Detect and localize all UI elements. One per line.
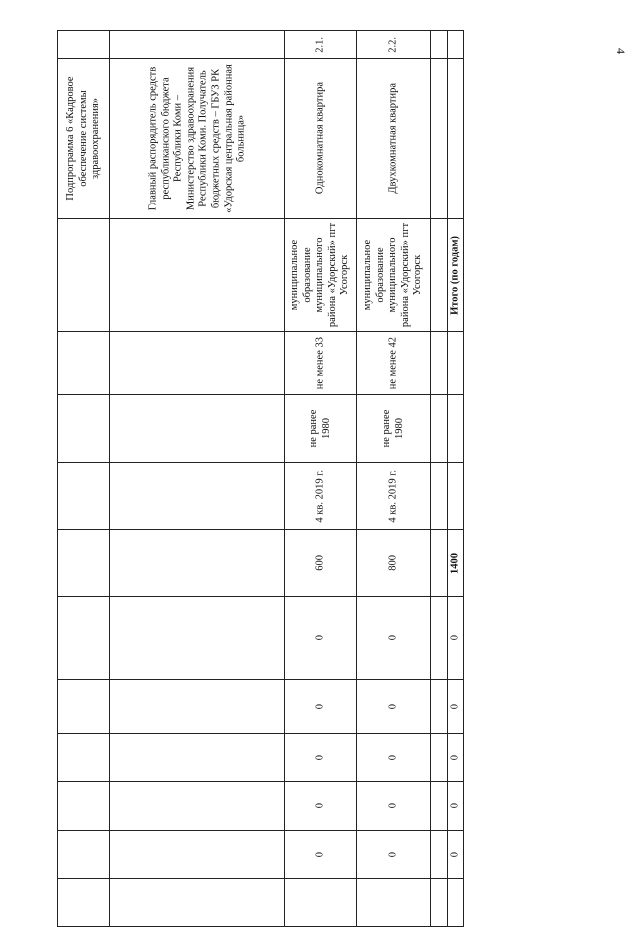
spacer-cell [431,59,448,219]
empty-cell [110,879,285,927]
empty-cell [110,597,285,680]
empty-cell [110,463,285,530]
administrator-num-cell [110,31,285,59]
table-row [285,31,357,927]
spacer-cell [431,332,448,395]
item-num: 2.1. [285,31,357,59]
subprogram-label: Подпрограмма 6 «Кадровое обеспечение системы здравоохранения» [58,59,110,219]
total-built-cell [448,395,464,463]
item-amount: 800 [357,530,431,597]
rotated-table [67,30,464,870]
spacer-cell [431,879,448,927]
empty-cell [58,734,110,782]
table-row [357,31,431,927]
item-value-4: 0 [357,782,431,831]
empty-cell [110,680,285,734]
item-name: Двухкомнатная квартира [357,59,431,219]
total-row [448,31,464,927]
empty-cell [58,782,110,831]
item-name: Однокомнатная квартира [285,59,357,219]
item-value-5: 0 [285,831,357,879]
item-value-2: 0 [357,680,431,734]
item-value-5: 0 [357,831,431,879]
item-deadline: 4 кв. 2019 г. [357,463,431,530]
subprogram-row [58,31,110,927]
empty-cell [110,332,285,395]
item-num: 2.2. [357,31,431,59]
empty-cell [110,219,285,332]
empty-cell [110,831,285,879]
spacer-cell [431,463,448,530]
total-value-5: 0 [448,831,464,879]
item-empty-cell [357,879,431,927]
empty-cell [58,219,110,332]
total-value-3: 0 [448,734,464,782]
subprogram-num-cell [58,31,110,59]
item-location: муниципальное образование муниципального района «Удорский» пгт Усогорск [357,219,431,332]
item-value-4: 0 [285,782,357,831]
item-empty-cell [285,879,357,927]
spacer-cell [431,530,448,597]
empty-cell [58,530,110,597]
total-num-cell [448,31,464,59]
item-value-1: 0 [357,597,431,680]
item-value-1: 0 [285,597,357,680]
item-area: не менее 42 [357,332,431,395]
empty-cell [58,879,110,927]
item-deadline: 4 кв. 2019 г. [285,463,357,530]
item-location: муниципальное образование муниципального района «Удорский» пгт Усогорск [285,219,357,332]
empty-cell [110,782,285,831]
empty-cell [58,332,110,395]
empty-cell [58,395,110,463]
spacer-cell [431,734,448,782]
empty-cell [110,395,285,463]
empty-cell [110,530,285,597]
spacer-cell [431,782,448,831]
total-area-cell [448,332,464,395]
empty-cell [110,734,285,782]
total-value-1: 0 [448,597,464,680]
spacer-cell [431,831,448,879]
empty-cell [58,831,110,879]
total-label: Итого (по годам) [448,219,464,332]
item-built: не ранее 1980 [357,395,431,463]
administrator-row [110,31,285,927]
spacer-row [431,31,448,927]
total-value-4: 0 [448,782,464,831]
total-value-2: 0 [448,680,464,734]
empty-cell [58,463,110,530]
item-area: не менее 33 [285,332,357,395]
administrator-label: Главный распорядитель средств республиканского бюджета Республики Коми – Министерство здравоохранения Республики Коми. Получатель бюджетных средств – ГБУЗ РК «Удорская центральная районная больница» [110,59,285,219]
page-number: 4 [614,48,628,54]
empty-cell [58,680,110,734]
total-name-cell [448,59,464,219]
total-amount: 1400 [448,530,464,597]
empty-cell [58,597,110,680]
item-value-3: 0 [357,734,431,782]
item-value-2: 0 [285,680,357,734]
spacer-cell [431,31,448,59]
spacer-cell [431,680,448,734]
spacer-cell [431,395,448,463]
item-value-3: 0 [285,734,357,782]
item-amount: 600 [285,530,357,597]
total-deadline-cell [448,463,464,530]
item-built: не ранее 1980 [285,395,357,463]
spacer-cell [431,597,448,680]
housing-table [57,30,464,927]
spacer-cell [431,219,448,332]
total-empty-cell [448,879,464,927]
